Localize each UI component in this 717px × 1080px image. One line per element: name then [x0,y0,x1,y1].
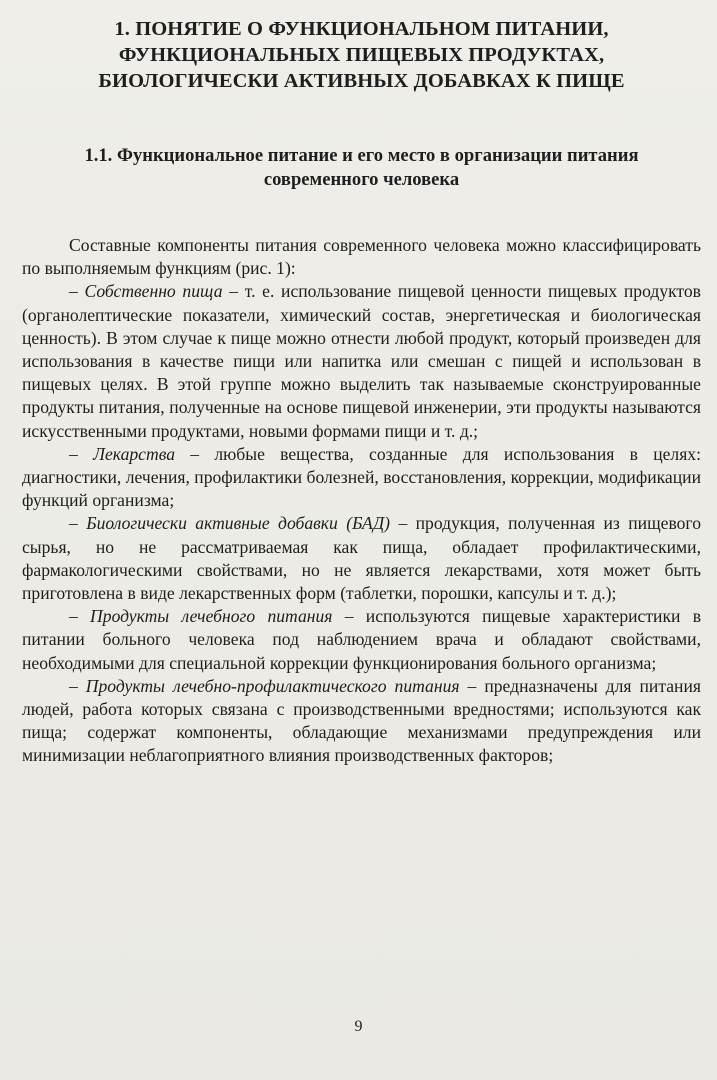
paragraph-text: используются пищевые характеристики в питании больного человека под наблюдением врача и обладают свойствами, необходимыми для специальной коррекции функционирования больного организма; [22,606,702,673]
term-supplements: – Биологически активные добавки (БАД) [69,513,391,534]
chapter-title-line: 1. ПОНЯТИЕ О ФУНКЦИОНАЛЬНОМ ПИТАНИИ, [114,18,609,40]
section-title-line: 1.1. Функциональное питание и его место в организации питания [84,145,639,166]
paragraph-text: т. е. использование пищевой ценности пищевых продуктов (органолептические показатели, химический состав, энергетическая и биологическая ценность). В этом случае к пище можно отнести любой продукт, который произведен для использования в качестве пищи или напитка или смешан с пищей и использован в пищевых целях. В этой группе можно выделить так называемые сконструированные продукты питания, полученные на основе пищевой инженерии, эти продукты называются искусственными продуктами, новыми формами пищи и т. д.; [22,281,701,441]
paragraph-text: предназначены для питания людей, работа которых связана с производственными вредностями; используются как пища; содержат компоненты, обладающие механизмами предупреждения или минимизации неблагоприятного влияния производственных факторов; [22,675,701,766]
term-food: – Собственно пища – [69,281,239,302]
term-preventive-nutrition: – Продукты лечебно-профилактического питания – [69,675,477,696]
term-therapeutic-nutrition: – Продукты лечебного питания – [69,606,354,627]
paragraph-text: Составные компоненты питания современного человека можно классифицировать по выполняемым функциям (рис. 1): [22,235,701,279]
paragraph-food [22,280,701,442]
paragraph-preventive-nutrition [22,675,701,768]
chapter-title-line: ФУНКЦИОНАЛЬНЫХ ПИЩЕВЫХ ПРОДУКТАХ, [118,44,605,66]
paragraph-therapeutic-nutrition [22,605,701,675]
chapter-title-line: БИОЛОГИЧЕСКИ АКТИВНЫХ ДОБАВКАХ К ПИЩЕ [98,70,625,92]
page-number: 9 [354,1018,363,1035]
section-title [22,144,701,192]
paragraph-intro [22,234,701,280]
paragraph-text: любые вещества, созданные для использования в целях: диагностики, лечения, профилактики болезней, восстановления, коррекции, модификации функций организма; [22,443,701,511]
term-medicines: – Лекарства – [69,443,200,464]
paragraph-medicines [22,443,701,513]
body-text [22,234,701,768]
section-title-line: современного человека [263,169,460,190]
chapter-title [22,16,701,94]
paragraph-text: – продукция, полученная из пищевого сырья, но не рассматриваемая как пища, обладает профилактическими, фармакологическими свойствами, но не является лекарствами, хотя может быть приготовлена в виде лекарственных форм (таблетки, порошки, капсулы и т. д.); [22,513,702,604]
paragraph-supplements [22,512,701,605]
